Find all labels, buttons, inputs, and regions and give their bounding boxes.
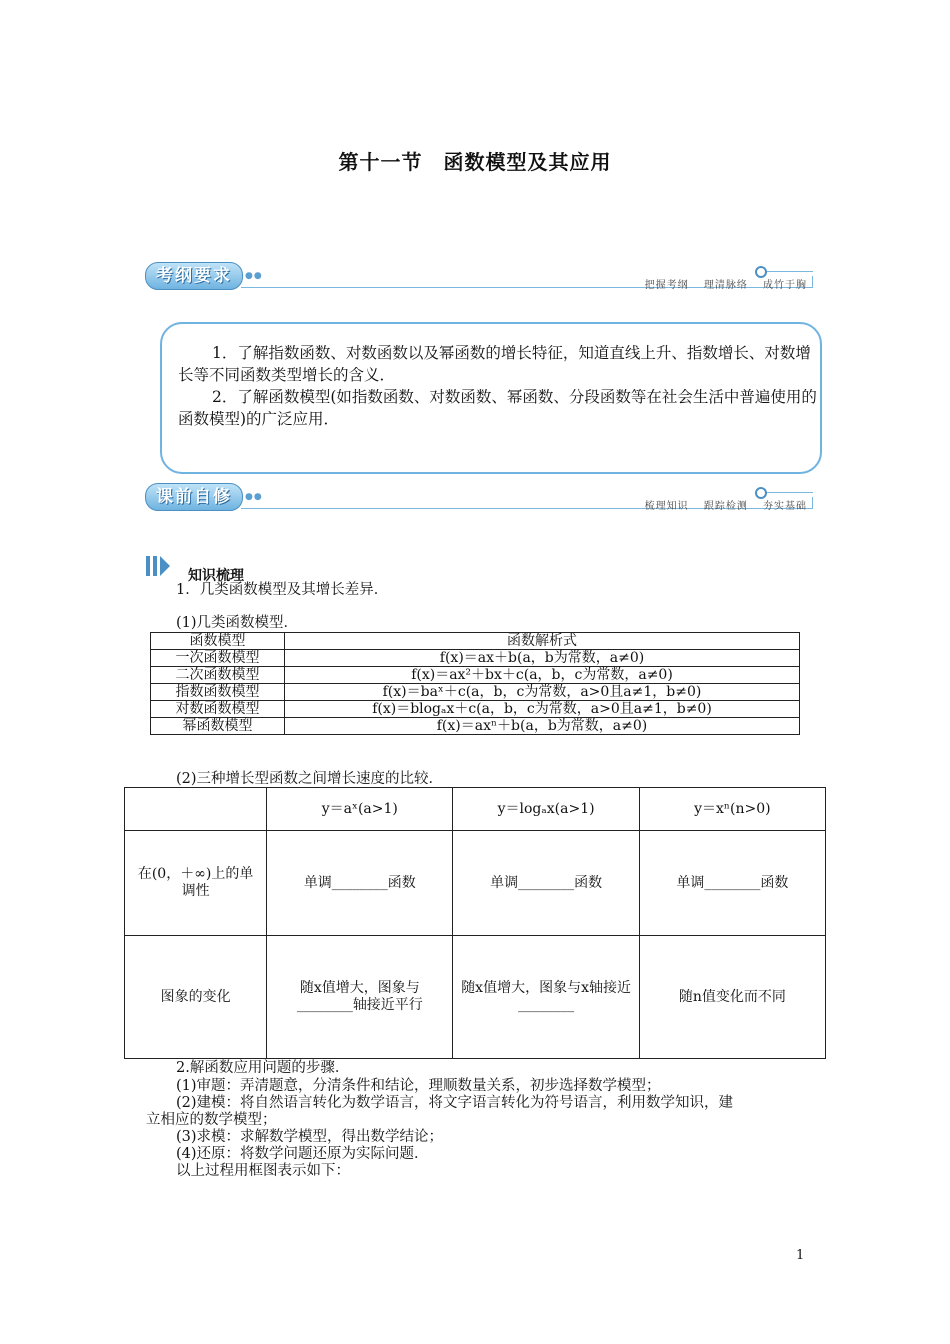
banner-tags: 把握考纲 理清脉络 成竹于胸 [644, 280, 807, 291]
requirements-text [178, 342, 822, 430]
table-cell: 单调________函数 [453, 831, 639, 936]
step-line: 立相应的数学模型； [146, 1112, 277, 1128]
section-banner-preview [145, 483, 813, 513]
table-cell: 随n值变化而不同 [639, 936, 825, 1059]
banner-tags: 梳理知识 跟踪检测 夯实基础 [644, 501, 807, 512]
table-row [125, 936, 826, 1059]
table-cell: 在(0，＋∞)上的单调性 [125, 831, 267, 936]
requirement-item: 1．了解指数函数、对数函数以及幂函数的增长特征，知道直线上升、指数增长、对数增长等不同函数类型增长的含义． [178, 344, 811, 384]
table-cell: 图象的变化 [125, 936, 267, 1059]
requirement-item: 2．了解函数模型(如指数函数、对数函数、幂函数、分段函数等在社会生活中普遍使用的函数模型)的广泛应用． [178, 388, 817, 428]
table-row [151, 650, 800, 667]
table-row [151, 718, 800, 735]
table-cell: 随x值增大，图象与________轴接近平行 [267, 936, 453, 1059]
step-line: (1)审题：弄清题意，分清条件和结论，理顺数量关系，初步选择数学模型； [176, 1078, 661, 1094]
growth-comparison-table [124, 787, 826, 1059]
table-cell: 二次函数模型 [151, 667, 285, 684]
banner-divider [767, 271, 813, 272]
table-header-cell: 函数模型 [151, 633, 285, 650]
table-cell: 幂函数模型 [151, 718, 285, 735]
subheading-1: (1)几类函数模型． [176, 615, 299, 631]
table-header-cell: y＝logₐx(a>1) [453, 788, 639, 831]
page-number: 1 [796, 1248, 805, 1263]
table-cell: 一次函数模型 [151, 650, 285, 667]
step-line: 以上过程用框图表示如下： [176, 1163, 350, 1179]
bar-marker-icon [146, 556, 170, 576]
table-header-row [151, 633, 800, 650]
knowledge-label: 知识梳理 [188, 568, 244, 584]
knowledge-item-2: 2.解函数应用问题的步骤． [176, 1060, 350, 1076]
step-line: (3)求模：求解数学模型，得出数学结论； [176, 1129, 444, 1145]
section-banner-exam-requirements [145, 262, 813, 292]
subheading-2: (2)三种增长型函数之间增长速度的比较． [176, 771, 444, 787]
table-cell: f(x)＝blogₐx＋c(a，b，c为常数，a>0且a≠1，b≠0) [285, 701, 800, 718]
table-cell: 对数函数模型 [151, 701, 285, 718]
banner-divider [767, 492, 813, 493]
table-cell: 单调________函数 [267, 831, 453, 936]
function-models-table [150, 632, 800, 735]
table-cell: f(x)＝baˣ＋c(a，b，c为常数，a>0且a≠1，b≠0) [285, 684, 800, 701]
banner-badge: 考纲要求 [145, 262, 243, 290]
table-row [151, 701, 800, 718]
table-header-cell: y＝aˣ(a>1) [267, 788, 453, 831]
knowledge-item-1: 1．几类函数模型及其增长差异． [176, 582, 389, 598]
banner-badge: 课前自修 [145, 483, 243, 511]
table-cell: 指数函数模型 [151, 684, 285, 701]
table-cell: 单调________函数 [639, 831, 825, 936]
page-title: 第十一节 函数模型及其应用 [338, 150, 612, 174]
banner-dots: ●● [245, 271, 263, 281]
banner-dots: ●● [245, 492, 263, 502]
table-header-row [125, 788, 826, 831]
table-row [151, 667, 800, 684]
table-header-cell [125, 788, 267, 831]
step-line: (2)建模：将自然语言转化为数学语言，将文字语言转化为符号语言，利用数学知识，建 [176, 1095, 734, 1111]
table-row [125, 831, 826, 936]
table-row [151, 684, 800, 701]
table-cell: 随x值增大，图象与x轴接近________ [453, 936, 639, 1059]
table-cell: f(x)＝ax＋b(a，b为常数，a≠0) [285, 650, 800, 667]
table-header-cell: 函数解析式 [285, 633, 800, 650]
table-cell: f(x)＝ax²＋bx＋c(a，b，c为常数，a≠0) [285, 667, 800, 684]
step-line: (4)还原：将数学问题还原为实际问题． [176, 1146, 429, 1162]
table-cell: f(x)＝axⁿ＋b(a，b为常数，a≠0) [285, 718, 800, 735]
table-header-cell: y＝xⁿ(n>0) [639, 788, 825, 831]
